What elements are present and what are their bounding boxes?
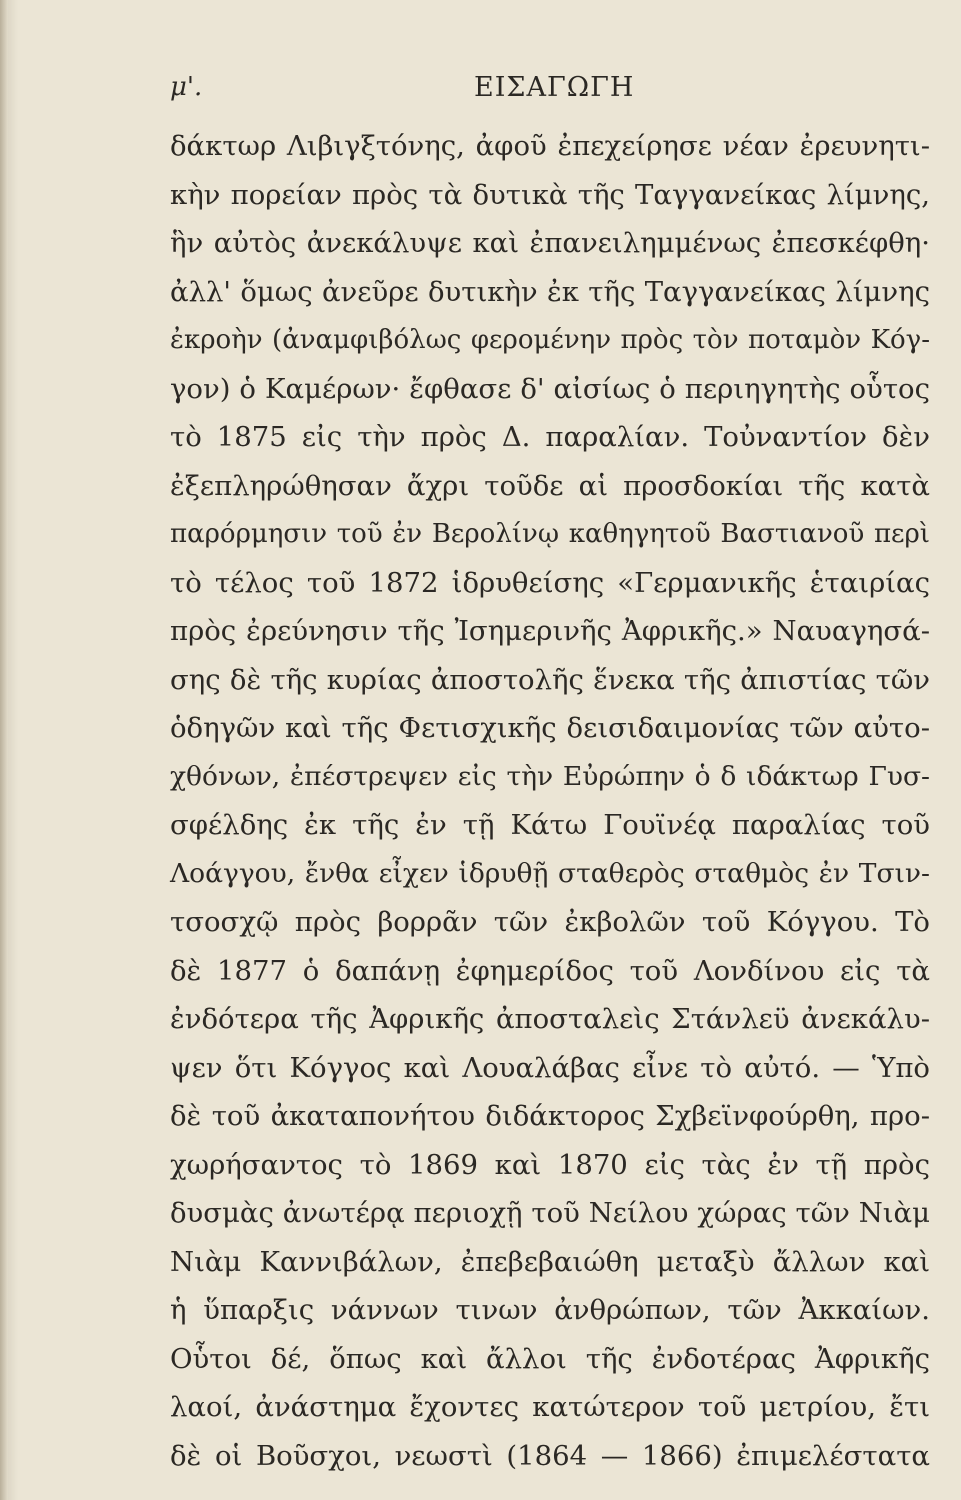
page-gutter-edge: [0, 0, 8, 1500]
text-line: ὁδηγῶν καὶ τῆς Φετισχικῆς δεισιδαιμονίας τῶν αὐτο-: [170, 712, 930, 744]
text-line: τὸ 1875 εἰς τὴν πρὸς Δ. παραλίαν. Τοὐναντίον δὲν: [170, 421, 930, 453]
text-line: χθόνων, ἐπέστρεψεν εἰς τὴν Εὐρώπην ὁ δ ιδάκτωρ Γυσ-: [170, 760, 930, 792]
text-line: τσοσχῷ πρὸς βορρᾶν τῶν ἐκβολῶν τοῦ Κόγγου. Τὸ: [170, 906, 930, 938]
running-title: ΕΙΣΑΓΩΓΗ: [474, 72, 635, 103]
text-line: κὴν πορείαν πρὸς τὰ δυτικὰ τῆς Ταγγανείκας λίμνης,: [170, 178, 930, 211]
text-line: Νιὰμ Καννιβάλων, ἐπεβεβαιώθη μεταξὺ ἄλλων καὶ: [170, 1245, 930, 1278]
text-line: τὸ τέλος τοῦ 1872 ἱδρυθείσης «Γερμανικῆς ἑταιρίας: [170, 566, 930, 599]
page-header: [170, 72, 930, 112]
text-line: δὲ τοῦ ἀκαταπονήτου διδάκτορος Σχβεϊνφούρθη, προ-: [170, 1100, 930, 1132]
text-line: παρόρμησιν τοῦ ἐν Βερολίνῳ καθηγητοῦ Βαστιανοῦ περὶ: [170, 519, 930, 549]
text-line: ἡ ὕπαρξις νάννων τινων ἀνθρώπων, τῶν Ἀκκαίων.: [170, 1294, 930, 1326]
text-line: δὲ 1877 ὁ δαπάνῃ ἐφημερίδος τοῦ Λονδίνου εἰς τὰ: [170, 954, 930, 987]
body-text: [170, 122, 930, 1480]
text-line: Οὗτοι δέ, ὅπως καὶ ἄλλοι τῆς ἐνδοτέρας Ἀφρικῆς: [170, 1342, 930, 1375]
text-line: χωρήσαντος τὸ 1869 καὶ 1870 εἰς τὰς ἐν τῇ πρὸς: [170, 1148, 930, 1181]
text-line: ψεν ὅτι Κόγγος καὶ Λουαλάβας εἶνε τὸ αὐτό. — Ὑπὸ: [170, 1051, 930, 1084]
text-line: ἐξεπληρώθησαν ἄχρι τοῦδε αἱ προσδοκίαι τῆς κατὰ: [170, 469, 930, 502]
text-line: λαοί, ἀνάστημα ἔχοντες κατώτερον τοῦ μετρίου, ἔτι: [170, 1391, 930, 1423]
text-line: δὲ οἱ Βοῦσχοι, νεωστὶ (1864 — 1866) ἐπιμελέστατα: [170, 1439, 930, 1472]
text-line: σφέλδης ἐκ τῆς ἐν τῇ Κάτω Γουϊνέᾳ παραλίας τοῦ: [170, 809, 930, 841]
text-line: ἐνδότερα τῆς Ἀφρικῆς ἀποσταλεὶς Στάνλεϋ ἀνεκάλυ-: [170, 1003, 930, 1035]
text-line: δάκτωρ Λιβιγξτόνης, ἀφοῦ ἐπεχείρησε νέαν ἐρευνητι-: [170, 130, 930, 162]
page-number: μ'.: [170, 72, 203, 102]
text-line: γον) ὁ Καμέρων· ἔφθασε δ' αἰσίως ὁ περιηγητὴς οὗτος: [170, 372, 930, 405]
text-line: πρὸς ἐρεύνησιν τῆς Ἰσημερινῆς Ἀφρικῆς.» Ναυαγησά-: [170, 615, 930, 647]
text-line: σης δὲ τῆς κυρίας ἀποστολῆς ἕνεκα τῆς ἀπιστίας τῶν: [170, 663, 930, 696]
text-line: Λοάγγου, ἔνθα εἶχεν ἱδρυθῇ σταθερὸς σταθμὸς ἐν Τσιν-: [170, 857, 930, 889]
text-line: ἀλλ' ὅμως ἀνεῦρε δυτικὴν ἐκ τῆς Ταγγανείκας λίμνης: [170, 275, 930, 308]
text-line: ἣν αὐτὸς ἀνεκάλυψε καὶ ἐπανειλημμένως ἐπεσκέφθη·: [170, 227, 930, 259]
text-line: δυσμὰς ἀνωτέρᾳ περιοχῇ τοῦ Νείλου χώρας τῶν Νιὰμ: [170, 1197, 930, 1229]
text-line: ἐκροὴν (ἀναμφιβόλως φερομένην πρὸς τὸν ποταμὸν Κόγ-: [170, 325, 930, 355]
